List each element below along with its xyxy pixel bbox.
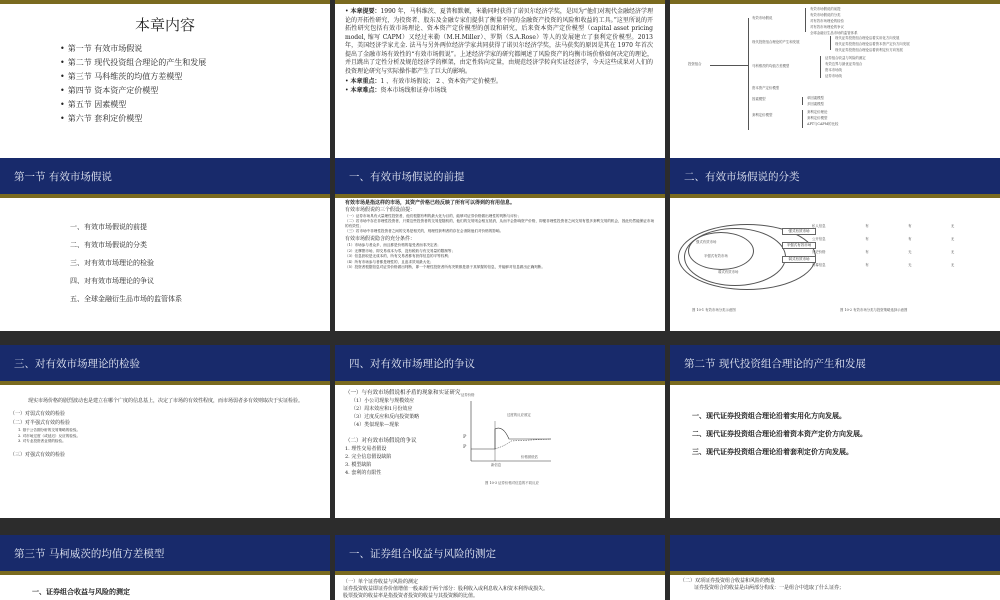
summary-block: • 本章提要：1990 年，马科维茨、夏普和默顿，米勒同时获得了诺贝尔经济学奖，是因为“他们对现代金融经济学理论的开拓性研究，为投资者、股东及金融专家们提供了衡量不同的金融资产投资的风险和收益的工具。”这里所说的开拓性研究包括有效市场理论、资本资产定价模型的创设和研究，后来资本资产定价模型（capital asset pricing model, 缩写 CAPM）又经过米勒（M.H.Miller）、罗斯（S.A.Rose）等人的发展建立了套利定价模型。2013 年，美国经济学家尤金. 法马与另外两位经济学家共同获得了诺贝尔经济学奖，法马获奖的原因是其在 1970 年首次提出了金融市场有效性的“有效市场假说”。上述经济学家的研究都阐述了风险资产的均衡市场价格如何决定的理论，并且跳出了定性分析及规范经济学的框架，由定性转向定量，由规范经济学转向实证经济学，今天这些成果对人们的投资理论研究与实际操作都产生了巨大的影响。 • 本章重点：1 、有效市场假说； 2 、资本资产定价模型。 • 本章难点：资本市场线和证券市场线 [345,8,653,94]
emh-tests-text [10,397,320,460]
chart-note: 价格被低估 [521,455,538,459]
overreaction-curve [471,428,551,449]
figure-caption: 图 10-1 有效市场分类示意图 [692,308,736,312]
slide-chapter-contents[interactable] [0,0,330,173]
disputes-sub: （2）周末效应和1月份效应 [351,406,413,412]
hard-label: 本章难点： [350,86,381,94]
section1-item: 五、全球金融衍生品市场的监管体系 [70,295,182,303]
table-cell: 有 [865,224,869,228]
strategy-table [812,204,990,276]
disputes-text [345,389,465,477]
disputes-head: （二）对有效市场假说的争议 [345,438,417,444]
mindmap-branch: 现代投资组合理论的产生和发展 [752,40,800,44]
slide-title-band [0,158,330,194]
table-cell: 有 [908,224,912,228]
emh-heading: 有效市场是指这样的市场，其资产价格已经反映了所有可以得到的有用信息。 [345,200,516,206]
mindmap-leaf: 现代证券投资组合理论沿着实用化方向发展 [835,36,900,40]
mindmap-leaf: 有效市场假说的分类 [810,13,841,17]
legend-box: 弱式有效市场 [782,256,816,263]
contents-list [60,42,206,126]
table-row [812,237,990,250]
portfolio-risk-text [343,579,657,600]
underreaction-curve [495,439,551,449]
table-cell: 无 [950,250,955,254]
section1-list [70,218,182,308]
portfolio-head: （一）单个证券收益与风险的测定 [343,579,419,585]
slide-emh-premises[interactable] [335,158,665,331]
tests-sub: 3. 对专业投资者业绩的检验。 [18,439,66,443]
contents-item: • 第四节 资本资产定价模型 [60,84,206,98]
slide-title-band [670,345,1000,381]
section2-list [692,407,867,461]
table-row [812,224,990,237]
mindmap-leaf: 证券市场线 [825,74,842,78]
slide-title: 一、有效市场假说的前提 [349,170,465,183]
slide-section2-cover[interactable] [670,345,1000,518]
mindmap-leaf: 有效边界与最优证券组合 [825,62,863,66]
slide-emh-classification[interactable] [670,158,1000,331]
slide-title: 一、证券组合收益与风险的测定 [349,547,496,560]
slide-title-band [0,535,330,571]
disputes-sub: （1）小公司现象与规模效应 [351,398,415,404]
hard-text: 资本市场线和证券市场线 [380,86,447,94]
disputes-sub: 1. 理性交易者假设 [345,446,387,452]
two-asset-head: （二）双项证券投资组合收益和风险的衡量 [680,578,776,584]
emh-cond: （4）所有市场参与者都是理性的，且追求效用最大化； [345,259,434,264]
mindmap-leaf: 资本市场线 [825,68,842,72]
disputes-sub: 3. 模型缺陷 [345,462,372,468]
tests-item: （三）对强式有效的检验 [10,451,66,458]
chart-note: 过度的反应被定 [507,413,531,417]
table-cell: 有 [865,237,869,241]
mindmap-leaf: 多因素模型 [807,102,824,106]
slide-section1-cover[interactable] [0,158,330,331]
ring-label: 弱式有效市场 [718,270,739,274]
section1-item: 四、对有效市场理论的争议 [70,277,154,285]
contents-item: • 第六节 套利定价模型 [60,112,206,126]
ring-label: 强式有效市场 [696,240,717,244]
portfolio-text: 证券投资收益即证券价值增值一般来源于两个部分：股利收入或利息收入和资本利得或损失。 [343,586,549,592]
contents-item: • 第三节 马科维茨的均值方差模型 [60,70,206,84]
emh-premises-text [345,200,655,271]
slide-chapter-summary[interactable] [335,0,665,173]
table-cell: 私人信息 [812,224,826,228]
two-asset-text [680,578,992,592]
legend-box: 半强式有效市场 [782,242,816,249]
slide-section3-cover[interactable] [0,535,330,600]
mindmap-leaf: 对有效市场理论的争议 [810,25,844,29]
slide-title: 第三节 马柯威茨的均值方差模型 [14,547,165,560]
mindmap-branch: 马科维茨的均值方差模型 [752,64,790,68]
slide-emh-disputes[interactable] [335,345,665,518]
table-cell: 有 [865,263,869,267]
mindmap-leaf: 单因素模型 [807,96,824,100]
slide-title: 三、对有效市场理论的检验 [14,357,140,370]
disputes-sub: （3）过度反应和反向投资策略 [351,414,420,420]
table-cell: 无 [950,263,955,267]
section1-item: 一、有效市场假说的前提 [70,223,147,231]
slide-title-band [670,158,1000,194]
slide-title-band [335,535,665,571]
table-cell: 历史价格 [812,250,826,254]
table-cell: 公开信息 [812,237,826,241]
slide-title-band [335,345,665,381]
disputes-sub: 4. 套利的有限性 [345,470,382,476]
tests-sub: 2. 对市场过度（或延迟）反应的检验。 [18,433,81,438]
table-cell: 有 [908,237,912,241]
disputes-head: （一）与有效市场假说相矛盾的现象和实证研究 [345,390,461,396]
legend-box: 强式有效市场 [782,228,816,235]
contents-title: 本章内容 [134,16,195,34]
mindmap-leaf: 证券组合收益与风险的测定 [825,56,866,60]
mindmap-leaf: 现代证券投资组合理论沿着资本资产定价方向发展 [835,42,910,46]
slide-two-asset-portfolio[interactable] [670,535,1000,600]
slide-title-band [335,158,665,194]
mindmap-branch: 套利定价模型 [752,113,773,117]
table-row [812,250,990,263]
mindmap-leaf: 全球金融衍生品市场的监管体系 [810,31,858,35]
key-text: 1 、有效市场假说； 2 、资本资产定价模型。 [380,78,502,85]
section1-item: 二、有效市场假说的分类 [70,241,147,249]
table-row [812,263,990,276]
slide-title-band [0,345,330,381]
slide-title: 第二节 现代投资组合理论的产生和发展 [684,357,866,370]
ring-inner [688,232,754,270]
two-asset-body: 证券投资组合的收益是由两部分构成：一是组合中选取了什么证券； [694,585,845,591]
disputes-sub: 2. 完全信息假设缺陷 [345,454,392,460]
mindmap-root: 投资组合 [688,62,702,66]
slide-portfolio-risk[interactable] [335,535,665,600]
section1-item: 三、对有效市场理论的检验 [70,259,154,267]
mindmap-branch: 因素模型 [752,97,766,101]
contents-item: • 第一节 有效市场假说 [60,42,206,56]
table-cell: 无 [908,250,912,254]
tests-sub: 1. 基于公告期分析的交易策略的检验。 [18,428,81,432]
slide-title: 第一节 有效市场假说 [14,170,112,183]
emh-cond: （1）市场参与者众多，而且都是价格的接受者而非决定者； [345,243,441,247]
contents-item: • 第五节 因素模型 [60,98,206,112]
key-label: 本章重点： [350,78,381,85]
emh-cond: （5）投资者根据信息对证券价格做出判断，即一个理性投资者所有决策都是基于其掌握的信息，并能够对信息做出正确判断。 [345,265,545,269]
figure-caption: 图 10-3 证券价格对信息的不同反应 [485,481,539,485]
price-reaction-figure [463,393,663,493]
tests-intro: 现实市场价格的剧烈波动也是建立在哪个广度的信息基上，决定了市场的有效性程度，而市场弱者多有效则取决于实证检验。 [28,398,304,404]
mindmap-leaf: APT与CAPM的比较 [807,122,839,126]
table-cell: 无 [950,237,955,241]
tests-item: （二）对半强式有效的检验 [10,420,71,426]
emh-sub: 有效市场假说隐含的充分条件： [345,236,416,242]
section3-sub: 一、证券组合收益与风险的测定 [32,587,130,596]
mindmap-leaf: 现代证券投资组合理论沿着套利定价方向发展 [835,48,903,52]
table-cell: 内幕信息 [812,263,826,267]
section2-item: 二、现代证券投资组合理论沿着资本资产定价方向发展。 [692,429,867,438]
slide-title: 四、对有效市场理论的争议 [349,357,475,370]
table-cell: 无 [908,263,912,267]
table-cell: 有 [865,250,869,254]
mindmap-leaf: 有效市场假说的前提 [810,7,841,11]
emh-cond: （3）信息获取是无成本的，所有交易者都有获得信息的平等权利； [345,254,452,258]
chart-note: 新信息 [491,463,502,467]
price-reaction-chart [463,401,553,471]
portfolio-text: 股票投资的收益率是指投资者投资的收益与其投资额的比值。 [343,593,479,599]
slide-title-band [670,535,1000,571]
mindmap-branch: 有效市场假说 [752,16,773,20]
chart-p-label: P [463,444,467,450]
mindmap-branch: 资本资产定价模型 [752,86,780,90]
tests-item: （一）对弱式有效的检验 [10,411,66,417]
ring-label: 半强式有效市场 [704,254,728,258]
emh-sub: 有效市场假说的三个假设前提： [345,207,416,213]
figure-caption: 图 10-2 有效市场分类与投资策略选择示意图 [840,308,908,312]
mindmap [670,0,1000,173]
chart-ylabel: 证券价格 [461,393,475,397]
section2-item: 三、现代证券投资组合理论沿着套利定价方向发展。 [692,447,853,456]
emh-para: （一）证券市场具有大量理性投资者，他们根据有利的最大化为目的，能够对证券价格做出理性的判断与评价； [345,214,522,218]
contents-item: • 第二节 现代投资组合理论的产生和发展 [60,56,206,70]
mindmap-leaf: 对有效市场理论的检验 [810,19,844,23]
summary-text: 1990 年，马科维茨、夏普和默顿，米勒同时获得了诺贝尔经济学奖，是因为“他们对现代金融经济学理论的开拓性研究，为投资者、股东及金融专家们提供了衡量不同的金融资产投资的风险和收益的工具。”这里所说的开拓性研究包括有效市场理论、资本资产定价模型的创设和研究，后来资本资产定价模型（capital asset pricing model, 缩写 CAPM）又经过米勒（M.H.Miller）、罗斯（S.A.Rose）等人的发展建立了套利定价模型。2013 年，美国经济学家尤金. 法马与另外两位经济学家共同获得了诺贝尔经济学奖，法马获奖的原因是其在 1970 年首次提出了金融市场有效性的“有效市场假说”。上述经济学家的研究都阐述了风险资产的均衡市场价格如何决定的理论，并且跳出了定性分析及规范经济学的框架，由定性转向定量，由规范经济学转向实证经济学，今天这些成果对人们的投资理论研究与实际操作都产生了巨大的影响。 [345,8,653,75]
mindmap-leaf: 套利定价理论 [807,110,828,114]
slide-mindmap[interactable] [670,0,1000,173]
emh-para: （三）若市场中非理性投资者之间的交易是相关的，则理性套利者的存在会消除他们对价格的影响。 [345,229,504,233]
emh-para: （二）若市场中存在非理性投资者，只要这些投资者的交易是随机的，他们的交易则会相互抵消，从而不会影响资产价格，即便非理性投资者之间交易有很多套利交易的机会，因此仍然能保证市场的有效性； [345,219,655,228]
mindmap-leaf: 套利定价模型 [807,116,828,120]
emh-cond: （2）无摩擦市场，即交易成本为零，没有税收与有交易量的限制等； [345,248,456,253]
table-cell: 无 [950,224,955,228]
section2-item: 一、现代证券投资组合理论沿着实用化方向发展。 [692,411,846,420]
summary-label: 本章提要： [350,8,381,15]
disputes-sub: （4）类似现象—现象 [351,422,400,428]
chart-p-label: P [463,434,467,440]
slide-title: 二、有效市场假说的分类 [684,170,800,183]
slide-emh-tests[interactable] [0,345,330,518]
